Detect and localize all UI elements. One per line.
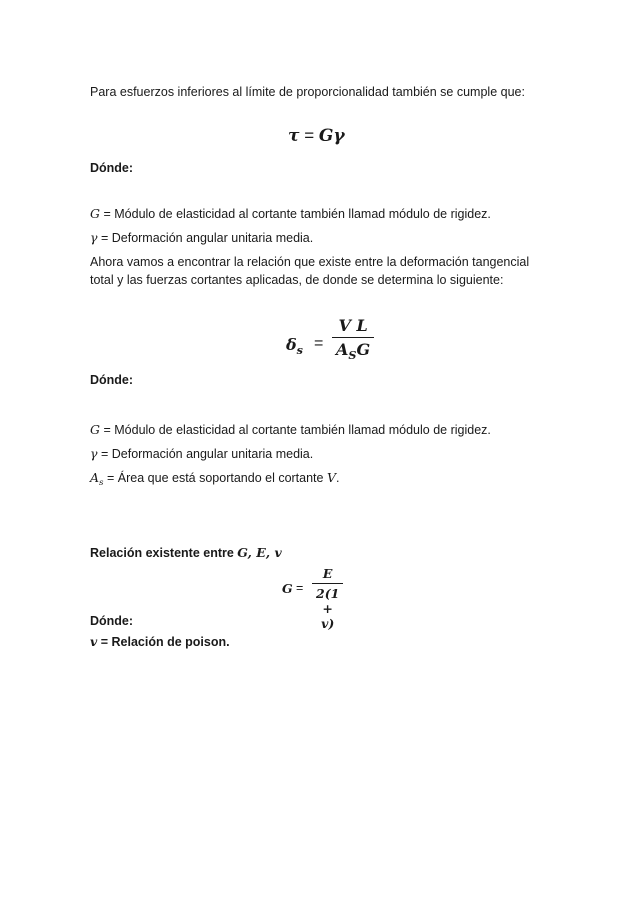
definition-As bbox=[90, 470, 339, 491]
definition-nu-text: = Relación de poison. bbox=[100, 635, 230, 649]
eq2-fraction bbox=[332, 316, 374, 362]
definition-As-end: . bbox=[336, 471, 340, 485]
eq3-lhs: G bbox=[282, 581, 293, 596]
definition-As-text: = Área que está soportando el cortante bbox=[107, 471, 324, 485]
symbol-gamma: γ bbox=[90, 446, 98, 461]
eq1-rhs: Gγ bbox=[318, 126, 345, 146]
symbol-G: G bbox=[90, 422, 100, 437]
definition-G-text: = Módulo de elasticidad al cortante también llamad módulo de rigidez. bbox=[103, 207, 491, 221]
symbol-gamma: γ bbox=[90, 230, 98, 245]
eq2-op: = bbox=[314, 335, 324, 352]
definition-G-2 bbox=[90, 422, 491, 438]
paragraph-line-2: total y las fuerzas cortantes aplicadas, de donde se determina lo siguiente: bbox=[90, 273, 504, 287]
symbol-nu: v bbox=[90, 634, 98, 649]
eq3-fraction bbox=[312, 566, 343, 631]
definition-nu bbox=[90, 634, 230, 650]
eq2-lhs: $\delta_s$ bbox=[286, 335, 303, 357]
definition-gamma-text: = Deformación angular unitaria media. bbox=[100, 231, 314, 245]
definition-gamma-text: = Deformación angular unitaria media. bbox=[100, 447, 314, 461]
definition-G-text: = Módulo de elasticidad al cortante también llamad módulo de rigidez. bbox=[103, 423, 491, 437]
donde-label-2: Dónde: bbox=[90, 373, 134, 387]
paragraph-line-1: Ahora vamos a encontrar la relación que existe entre la deformación tangencial bbox=[90, 255, 530, 269]
eq3-op: = bbox=[296, 581, 304, 595]
donde-label-1: Dónde: bbox=[90, 161, 134, 175]
relation-heading bbox=[90, 545, 282, 561]
intro-text: Para esfuerzos inferiores al límite de proporcionalidad también se cumple que: bbox=[90, 85, 525, 99]
relation-heading-text: Relación existente entre bbox=[90, 546, 234, 560]
eq2-numerator: V L bbox=[338, 316, 368, 335]
definition-G-1 bbox=[90, 206, 491, 222]
symbol-G: G bbox=[90, 206, 100, 221]
eq3-numerator: E bbox=[322, 566, 333, 581]
eq2-denominator: $A_SG$ bbox=[332, 337, 374, 362]
relation-heading-vars: G, E, v bbox=[237, 545, 282, 560]
eq1-op: = bbox=[304, 126, 315, 145]
equation-shear-modulus bbox=[288, 126, 345, 146]
symbol-As: $A_s$ bbox=[90, 470, 104, 489]
definition-gamma-2 bbox=[90, 446, 313, 462]
symbol-V: V bbox=[326, 470, 336, 485]
eq3-denominator: 2(1 + v) bbox=[312, 583, 343, 631]
eq1-lhs: τ bbox=[288, 126, 300, 146]
definition-gamma-1 bbox=[90, 230, 313, 246]
donde-label-3: Dónde: bbox=[90, 614, 134, 628]
